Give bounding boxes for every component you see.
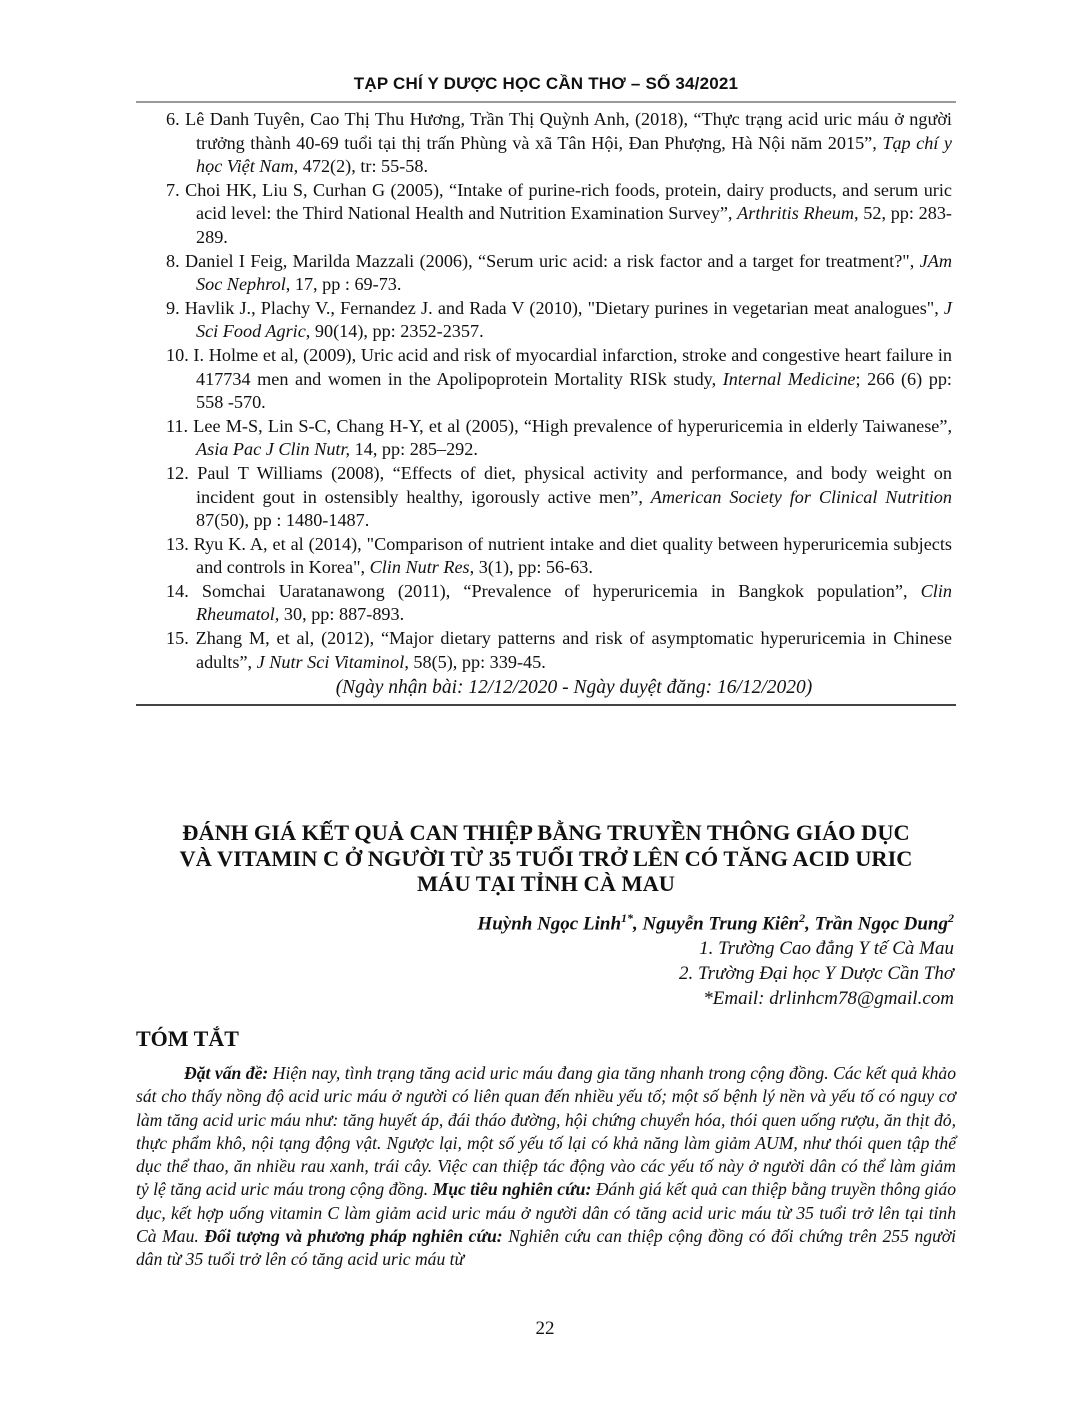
abstract-text: Nghiên cứu can thiệp cộng đồng có đối chứng trên 255 người dân từ 35 tuổi trở lên có tăng acid uric máu từ [136, 1226, 956, 1270]
title-line: ĐÁNH GIÁ KẾT QUẢ CAN THIỆP BẰNG TRUYỀN THÔNG GIÁO DỤC [182, 820, 910, 845]
reference-text: 10. I. Holme et al, (2009), Uric acid and risk of myocardial infarction, stroke and congestive heart failure in 417734 men and women in the Apolipoprotein Mortality RISk study, [166, 344, 952, 389]
author-separator: , [633, 913, 643, 935]
reference-text: 12. Paul T Williams (2008), “Effects of diet, physical activity and performance, and body weight on incident gout in ostensibly healthy, igorously active men”, [166, 462, 952, 507]
reference-item [166, 580, 952, 627]
reference-journal: Asia Pac J Clin Nutr, [196, 439, 351, 460]
author-name: Nguyễn Trung Kiên [642, 913, 800, 935]
author-block [477, 906, 954, 1011]
reference-item [166, 179, 952, 250]
reference-item [166, 250, 952, 297]
reference-item [166, 627, 952, 674]
reference-item [166, 533, 952, 580]
author-name: Huỳnh Ngọc Linh [477, 913, 622, 935]
author-names [477, 906, 954, 936]
reference-text: 11. Lee M-S, Lin S-C, Chang H-Y, et al (2005), “High prevalence of hyperuricemia in elderly Taiwanese”, [166, 415, 952, 436]
reference-item [166, 415, 952, 462]
reference-details: , 58(5), pp: 339-45. [404, 651, 546, 672]
title-line: MÁU TẠI TỈNH CÀ MAU [417, 871, 675, 896]
reference-journal: JAm Soc Nephrol [196, 250, 952, 295]
reference-details: 87(50), pp : 1480-1487. [196, 510, 370, 531]
article-title [136, 820, 956, 897]
reference-text: 8. Daniel I Feig, Marilda Mazzali (2006), “Serum uric acid: a risk factor and a target for treatment?", [166, 250, 920, 271]
reference-details: , 17, pp : 69-73. [285, 274, 402, 295]
reference-text: 15. Zhang M, et al, (2012), “Major dietary patterns and risk of asymptomatic hyperuricemia in Chinese adults”, [166, 628, 952, 672]
author-affiliation-mark: 1* [621, 911, 634, 925]
submission-dates: (Ngày nhận bài: 12/12/2020 - Ngày duyệt đăng: 16/12/2020) [335, 677, 813, 699]
abstract-body [136, 1062, 956, 1272]
reference-details: , 3(1), pp: 56-63. [469, 557, 593, 578]
journal-header: TẠP CHÍ Y DƯỢC HỌC CẦN THƠ – SỐ 34/2021 [353, 74, 739, 93]
abstract-text: Hiện nay, tình trạng tăng acid uric máu đang gia tăng nhanh trong cộng đồng. Các kết quả khảo sát cho thấy nồng độ acid uric máu ở người có liên quan đến nhiều yếu tố; một số bệnh lý nền và yếu tố có nguy cơ làm tăng acid uric máu như: tăng huyết áp, đái tháo đường, hội chứng chuyển hóa, thói quen uống rượu, ăn thịt đỏ, thực phẩm khô, nội tạng động vật. Ngược lại, một số yếu tố lại có khả năng làm giảm AUM, như thói quen tập thể dục thể thao, ăn nhiều rau xanh, trái cây. Việc can thiệp tác động vào các yếu tố này ở người dân có thể làm giảm tỷ lệ tăng acid uric máu trong cộng đồng. [136, 1063, 957, 1200]
article-divider [136, 704, 956, 706]
reference-journal: J Sci Food Agric [196, 297, 952, 342]
author-affiliation-mark: 2 [948, 911, 954, 925]
contact-email: *Email: drlinhcm78@gmail.com [703, 988, 954, 1010]
reference-item [166, 297, 952, 344]
affiliation: 2. Trường Đại học Y Dược Cần Thơ [679, 963, 954, 985]
author-separator: , [805, 913, 815, 935]
title-line: VÀ VITAMIN C Ở NGƯỜI TỪ 35 TUỔI TRỞ LÊN CÓ TĂNG ACID URIC [179, 845, 913, 871]
author-affiliation-mark: 2 [799, 911, 806, 925]
header-divider [136, 101, 956, 103]
abstract-label-objective: Mục tiêu nghiên cứu: [432, 1179, 592, 1200]
reference-details: , 90(14), pp: 2352-2357. [305, 321, 484, 342]
reference-journal: J Nutr Sci Vitaminol [256, 651, 405, 672]
reference-journal: American Society for Clinical Nutrition [650, 486, 952, 507]
reference-details: , 52, pp: 283-289. [196, 203, 952, 247]
reference-details: 30, pp: 887-893. [279, 604, 405, 625]
abstract-heading: TÓM TẮT [136, 1026, 239, 1051]
reference-text: 6. Lê Danh Tuyên, Cao Thị Thu Hương, Trần Thị Quỳnh Anh, (2018), “Thực trạng acid uric máu ở người trưởng thành 40-69 tuổi tại thị trấn Phùng và xã Tân Hội, Đan Phượng, Hà Nội năm 2015”, [166, 109, 952, 153]
reference-text: 13. Ryu K. A, et al (2014), "Comparison of nutrient intake and diet quality between hyperuricemia subjects and controls in Korea", [166, 533, 952, 578]
reference-journal: Arthritis Rheum [737, 203, 855, 224]
reference-item [166, 344, 952, 415]
abstract-label-methods: Đối tượng và phương pháp nghiên cứu: [204, 1226, 503, 1247]
reference-details: 14, pp: 285–292. [350, 439, 478, 460]
reference-journal: Tạp chí y học Việt Nam, [196, 132, 952, 177]
reference-details: 472(2), tr: 55-58. [298, 156, 429, 177]
affiliation: 1. Trường Cao đẳng Y tế Cà Mau [699, 938, 954, 960]
page-number: 22 [535, 1318, 555, 1339]
reference-text: 14. Somchai Uaratanawong (2011), “Prevalence of hyperuricemia in Bangkok population”, [166, 580, 921, 601]
reference-text: 9. Havlik J., Plachy V., Fernandez J. and Rada V (2010), "Dietary purines in vegetarian meat analogues", [166, 297, 944, 318]
reference-journal: Clin Nutr Res [369, 557, 470, 578]
reference-text: 7. Choi HK, Liu S, Curhan G (2005), “Intake of purine-rich foods, protein, dairy products, and serum uric acid level: the Third National Health and Nutrition Examination Survey”, [166, 179, 952, 224]
abstract-label-background: Đặt vấn đề: [184, 1063, 269, 1083]
reference-item [166, 462, 952, 533]
reference-journal: Internal Medicine [722, 368, 856, 389]
reference-details: ; 266 (6) pp: 558 -570. [196, 368, 952, 413]
reference-item [166, 108, 952, 179]
reference-journal: Clin Rheumatol, [196, 580, 952, 625]
reference-list [166, 108, 952, 700]
author-name: Trần Ngọc Dung [814, 913, 948, 935]
abstract-text: Đánh giá kết quả can thiệp bằng truyền thông giáo dục, kết hợp uống vitamin C làm giảm acid uric máu ở người dân có tăng acid uric máu từ 35 tuổi trở lên tại tỉnh Cà Mau. [136, 1179, 957, 1247]
